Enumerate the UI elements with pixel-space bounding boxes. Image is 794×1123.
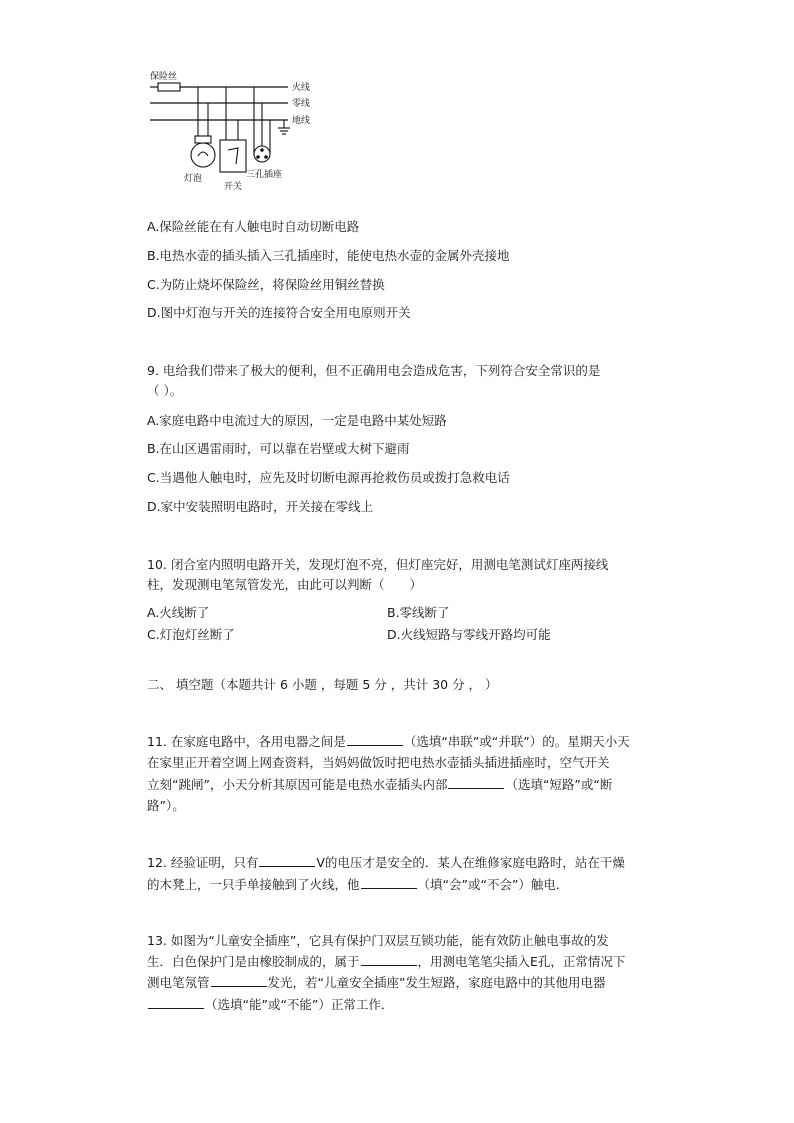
q11-text: （选填“串联”或“并联”）的。星期天小天 <box>403 734 630 749</box>
q11-text: 11. 在家庭电路中，各用电器之间是 <box>147 734 346 749</box>
household-circuit-diagram <box>148 68 328 193</box>
q8-option-b: B.电热水壶的插头插入三孔插座时，能使电热水壶的金属外壳接地 <box>147 248 510 263</box>
q11-text: （选填“短路”或“断 <box>505 777 613 792</box>
bulb-branch-wires <box>198 87 208 138</box>
q9-option-d: D.家中安装照明电路时，开关接在零线上 <box>147 499 374 514</box>
q9-option-c: C.当遇他人触电时，应先及时切断电源再抢救伤员或拨打急救电话 <box>147 470 510 485</box>
q10-stem-line2: 柱，发现测电笔氖管发光，由此可以判断（ ） <box>147 577 423 592</box>
socket-label: 三孔插座 <box>246 170 283 180</box>
answer-blank <box>347 733 403 746</box>
fuse <box>158 83 180 91</box>
neutral-wire-label: 零线 <box>292 99 311 109</box>
q13-text: 生．白色保护门是由橡胶制成的，属于 <box>147 954 360 969</box>
q9-option-b: B.在山区遇雷雨时，可以靠在岩壁或大树下避雨 <box>147 441 410 456</box>
q8-option-c: C.为防止烧坏保险丝，将保险丝用铜丝替换 <box>147 277 385 292</box>
three-pin-socket-icon <box>254 146 270 162</box>
q10-stem-line1: 10. 闭合室内照明电路开关，发现灯泡不亮，但灯座完好，用测电笔测试灯座两接线 <box>147 557 609 572</box>
q10-option-a: A.火线断了 <box>147 605 210 620</box>
bulb-label: 灯泡 <box>184 174 203 184</box>
q11-line3 <box>147 775 612 793</box>
switch-branch-wires <box>226 87 238 140</box>
q12-text: V的电压才是安全的．某人在维修家庭电路时，站在干燥 <box>316 855 625 870</box>
q12-text: 的木凳上，一只手单接触到了火线，他 <box>147 877 360 892</box>
q12-text: 12. 经验证明，只有 <box>147 855 259 870</box>
q8-option-d: D.图中灯泡与开关的连接符合安全用电原则开关 <box>147 305 411 320</box>
answer-blank <box>361 876 417 889</box>
switch-icon <box>220 140 246 172</box>
ground-wire-label: 地线 <box>292 116 311 126</box>
q13-line3 <box>147 973 605 991</box>
live-wire-label: 火线 <box>292 83 311 93</box>
q12-line2 <box>147 875 568 893</box>
q13-text: 发光，若“儿童安全插座”发生短路，家庭电路中的其他用电器 <box>267 975 606 990</box>
bulb-icon <box>191 136 215 167</box>
q9-stem-line2: （ ）。 <box>147 383 183 398</box>
switch-label: 开关 <box>224 182 243 192</box>
q9-option-a: A.家庭电路中电流过大的原因，一定是电路中某处短路 <box>147 413 447 428</box>
q13-text: （选填“能”或“不能”）正常工作． <box>205 997 394 1012</box>
answer-blank <box>448 776 504 789</box>
q11-line1 <box>147 732 630 750</box>
answer-blank <box>211 974 267 987</box>
section-heading: 二、 填空题（本题共计 6 小题 ，每题 5 分 ，共计 30 分 ， ） <box>147 677 498 692</box>
answer-blank <box>361 953 417 966</box>
q10-option-b: B.零线断了 <box>387 605 450 620</box>
answer-blank <box>148 996 204 1009</box>
q11-line4: 路”）。 <box>147 798 185 813</box>
answer-blank <box>259 854 315 867</box>
q9-stem-line1: 9. 电给我们带来了极大的便利，但不正确用电会造成危害，下列符合安全常识的是 <box>147 363 601 378</box>
q8-option-a: A.保险丝能在有人触电时自动切断电路 <box>147 219 360 234</box>
q10-option-d: D.火线短路与零线开路均可能 <box>387 627 551 642</box>
q13-line4 <box>147 995 393 1013</box>
q11-line2: 在家里正开着空调上网查资料，当妈妈做饭时把电热水壶插头插进插座时，空气开关 <box>147 755 610 770</box>
q12-text: （填“会”或“不会”）触电． <box>417 877 569 892</box>
q13-line1: 13. 如图为“儿童安全插座”，它具有保护门双层互锁功能，能有效防止触电事故的发 <box>147 933 609 948</box>
q10-option-c: C.灯泡灯丝断了 <box>147 627 235 642</box>
q13-line2 <box>147 952 625 970</box>
q13-text: 测电笔氖管 <box>147 975 210 990</box>
ground-symbol <box>278 120 290 134</box>
q12-line1 <box>147 853 625 871</box>
q11-text: 立刻“跳闸”，小天分析其原因可能是电热水壶插头内部 <box>147 777 448 792</box>
q13-text: ，用测电笔笔尖插入E孔，正常情况下 <box>417 954 626 969</box>
fuse-label: 保险丝 <box>150 72 178 82</box>
